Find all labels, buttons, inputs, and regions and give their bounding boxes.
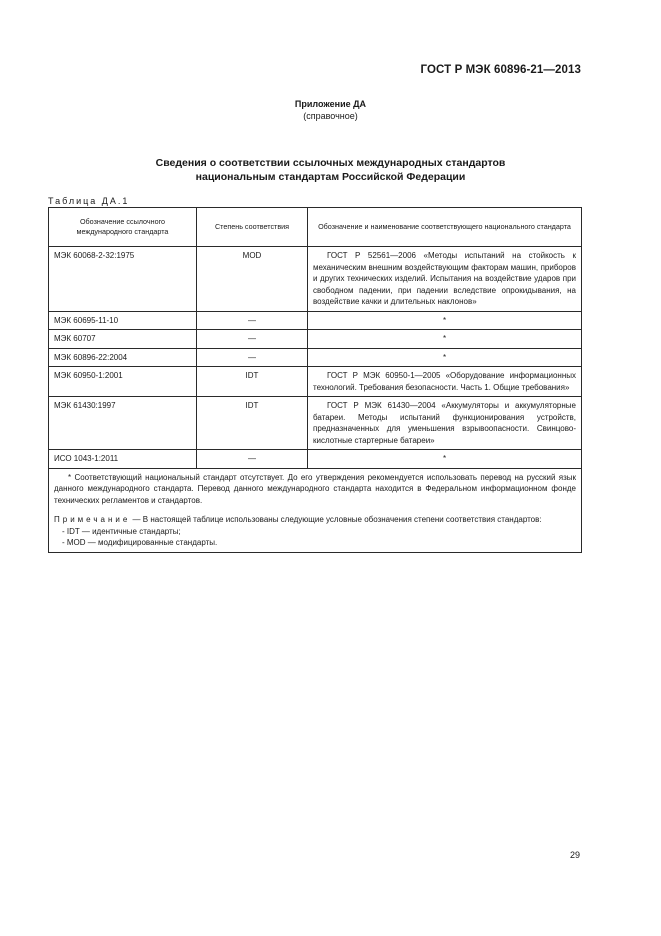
row-national: * (308, 330, 582, 349)
table-note (54, 514, 576, 526)
table-row (49, 311, 582, 330)
note-text: — В настоящей таблице использованы следующие условные обозначения степени соответствия стандартов: (132, 515, 542, 524)
table-notes (49, 468, 582, 552)
appendix-subtitle: (справочное) (303, 111, 358, 121)
row-degree: — (197, 311, 308, 330)
row-code: МЭК 60695-11-10 (49, 311, 197, 330)
table-header-row (49, 208, 582, 247)
appendix-heading (0, 98, 661, 122)
table-row (49, 367, 582, 397)
document-title (60, 156, 601, 184)
note-item: - IDT — идентичные стандарты; (62, 526, 181, 536)
row-degree: MOD (197, 247, 308, 312)
header-international-standard: Обозначение ссылочного международного стандарта (49, 208, 197, 247)
page-number: 29 (570, 850, 581, 860)
row-code: МЭК 60707 (49, 330, 197, 349)
title-line-1: Сведения о соответствии ссылочных международных стандартов (155, 157, 506, 169)
header-national-standard: Обозначение и наименование соответствующего национального стандарта (308, 208, 582, 247)
table-notes-row (49, 468, 582, 552)
row-degree: — (197, 450, 308, 469)
row-degree: — (197, 330, 308, 349)
table-row (49, 247, 582, 312)
note-item: - MOD — модифицированные стандарты. (62, 538, 218, 547)
row-national: ГОСТ Р МЭК 61430—2004 «Аккумуляторы и аккумуляторные батареи. Методы испытаний функционирования устройств, предназначенных для уменьшения взрывоопасности. Свинцово-кислотные стартерные батареи» (308, 397, 582, 450)
table-caption: Таблица ДА.1 (48, 196, 130, 206)
row-degree: IDT (197, 367, 308, 397)
table-footnote: * Соответствующий национальный стандарт отсутствует. До его утверждения рекомендуется использовать перевод на русский язык данного международного стандарта. Перевод данного международного стандарта находится в Федеральном информационном фонде технических регламентов и стандартов. (54, 472, 576, 505)
title-line-2: национальным стандартам Российской Федерации (195, 171, 466, 183)
table-row (49, 348, 582, 367)
row-national: ГОСТ Р МЭК 60950-1—2005 «Оборудование информационных технологий. Требования безопасности. Часть 1. Общие требования» (308, 367, 582, 397)
correspondence-table (48, 207, 582, 553)
row-code: МЭК 60068-2-32:1975 (49, 247, 197, 312)
row-code: МЭК 60896-22:2004 (49, 348, 197, 367)
header-degree: Степень соответствия (197, 208, 308, 247)
table-row (49, 397, 582, 450)
row-code: МЭК 61430:1997 (49, 397, 197, 450)
row-degree: — (197, 348, 308, 367)
row-national: * (308, 348, 582, 367)
note-label: Примечание (54, 515, 131, 524)
table-row (49, 450, 582, 469)
row-degree: IDT (197, 397, 308, 450)
row-national: ГОСТ Р 52561—2006 «Методы испытаний на стойкость к механическим внешним воздействующим факторам машин, приборов и других технических изделий. Испытания на воздействие ударов при свободном падении, при падении вследствие опрокидывания, на воздействие качки и длительных наклонов» (308, 247, 582, 312)
row-code: МЭК 60950-1:2001 (49, 367, 197, 397)
row-national: * (308, 311, 582, 330)
standard-designation: ГОСТ Р МЭК 60896-21—2013 (420, 64, 581, 76)
row-code: ИСО 1043-1:2011 (49, 450, 197, 469)
table-row (49, 330, 582, 349)
appendix-title: Приложение ДА (294, 99, 367, 109)
row-national: * (308, 450, 582, 469)
